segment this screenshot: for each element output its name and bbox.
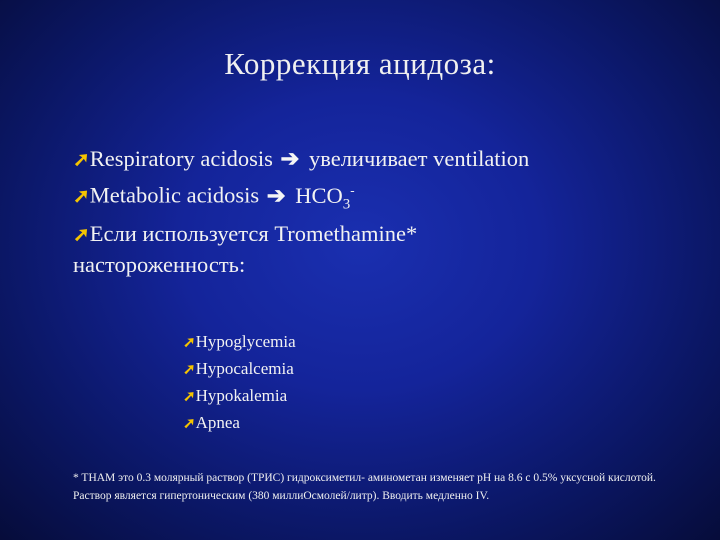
arrow-up-right-icon: ➚ (183, 362, 196, 378)
footnote: * THAM это 0.3 молярный раствор (ТРИС) гидроксиметил- аминометан изменяет pH на 8.6 с 0.5% уксусной кислотой. Раствор является гипертоническим (380 миллиОсмолей/литр). Вводить медленно IV. (73, 472, 656, 502)
respiratory-acidosis-action: увеличивает ventilation (308, 146, 530, 171)
tromethamine-text: Если используется Tromethamine* (89, 221, 418, 246)
list-item: ➚Hypokalemia (183, 386, 288, 405)
arrow-up-right-icon: ➚ (183, 389, 196, 405)
respiratory-acidosis-label: Respiratory acidosis (89, 146, 273, 171)
bicarbonate-formula: $HCO_3^-$ (295, 182, 355, 212)
caution-label: настороженность: (73, 252, 246, 277)
bullet-respiratory-acidosis (73, 144, 693, 175)
arrow-up-right-icon: ➚ (183, 335, 196, 351)
arrow-right-icon: ➔ (280, 146, 300, 171)
slide-title: Коррекция ацидоза: (224, 46, 496, 81)
bullet-metabolic-acidosis (73, 175, 693, 219)
list-item: ➚Apnea (183, 413, 240, 432)
bullet-tromethamine (73, 219, 693, 250)
arrow-up-right-icon: ➚ (183, 416, 196, 432)
arrow-up-right-icon: ➚ (73, 224, 90, 246)
main-bullet-list (73, 144, 693, 279)
list-item: ➚Hypocalcemia (183, 359, 294, 378)
metabolic-acidosis-label: Metabolic acidosis (89, 182, 260, 208)
side-effects-list (183, 329, 296, 437)
list-item: ➚Hypoglycemia (183, 332, 296, 351)
arrow-up-right-icon: ➚ (73, 149, 90, 171)
arrow-up-right-icon: ➚ (73, 185, 90, 208)
arrow-right-icon: ➔ (266, 182, 286, 208)
